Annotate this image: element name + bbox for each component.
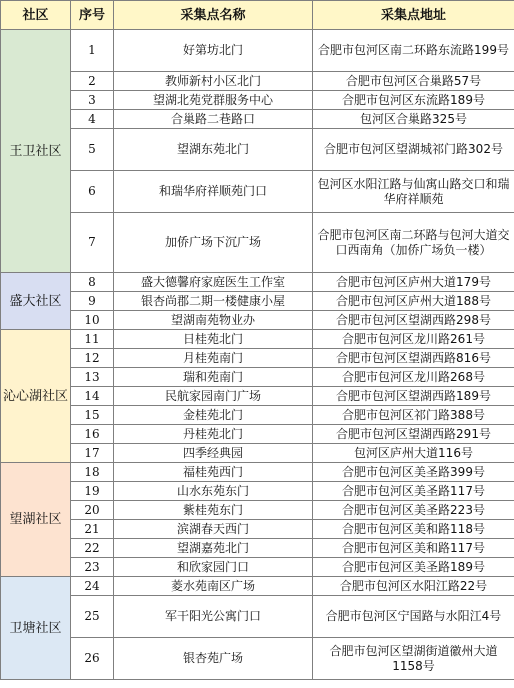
- point-name-cell: 民航家园南门广场: [114, 387, 313, 406]
- table-row: [1, 463, 514, 482]
- point-name-cell: 月桂苑南门: [114, 349, 313, 368]
- point-name-cell: 望湖嘉苑北门: [114, 539, 313, 558]
- seq-cell: 1: [71, 30, 114, 72]
- address-cell: 合肥市包河区南二环路与包河大道交口西南角（加侨广场负一楼）: [313, 213, 514, 273]
- table-row: [1, 292, 514, 311]
- header-address: 采集点地址: [313, 1, 514, 30]
- table-row: [1, 406, 514, 425]
- seq-cell: 13: [71, 368, 114, 387]
- table-row: [1, 425, 514, 444]
- seq-cell: 11: [71, 330, 114, 349]
- address-cell: 合肥市包河区庐州大道188号: [313, 292, 514, 311]
- point-name-cell: 望湖南苑物业办: [114, 311, 313, 330]
- table-row: [1, 482, 514, 501]
- point-name-cell: 福桂苑西门: [114, 463, 313, 482]
- address-cell: 合肥市包河区美圣路117号: [313, 482, 514, 501]
- point-name-cell: 和瑞华府祥顺苑门口: [114, 171, 313, 213]
- table-row: [1, 444, 514, 463]
- seq-cell: 9: [71, 292, 114, 311]
- point-name-cell: 丹桂苑北门: [114, 425, 313, 444]
- address-cell: 合肥市包河区美和路118号: [313, 520, 514, 539]
- point-name-cell: 望湖东苑北门: [114, 129, 313, 171]
- seq-cell: 8: [71, 273, 114, 292]
- point-name-cell: 军干阳光公寓门口: [114, 596, 313, 638]
- address-cell: 合肥市包河区望湖西路298号: [313, 311, 514, 330]
- community-cell: 望湖社区: [1, 463, 71, 577]
- table-row: [1, 213, 514, 273]
- table-row: [1, 273, 514, 292]
- point-name-cell: 好第坊北门: [114, 30, 313, 72]
- address-cell: 包河区合巢路325号: [313, 110, 514, 129]
- address-cell: 合肥市包河区美和路117号: [313, 539, 514, 558]
- table-row: [1, 349, 514, 368]
- point-name-cell: 合巢路二巷路口: [114, 110, 313, 129]
- address-cell: 包河区庐州大道116号: [313, 444, 514, 463]
- community-cell: 沁心湖社区: [1, 330, 71, 463]
- table-row: [1, 520, 514, 539]
- point-name-cell: 山水东苑东门: [114, 482, 313, 501]
- point-name-cell: 教师新村小区北门: [114, 72, 313, 91]
- community-cell: 盛大社区: [1, 273, 71, 330]
- point-name-cell: 和欣家园门口: [114, 558, 313, 577]
- header-name: 采集点名称: [114, 1, 313, 30]
- address-cell: 合肥市包河区龙川路261号: [313, 330, 514, 349]
- header-seq: 序号: [71, 1, 114, 30]
- point-name-cell: 银杏尚郡二期一楼健康小屋: [114, 292, 313, 311]
- seq-cell: 24: [71, 577, 114, 596]
- community-cell: 王卫社区: [1, 30, 71, 273]
- address-cell: 合肥市包河区望湖西路816号: [313, 349, 514, 368]
- table-row: [1, 387, 514, 406]
- header-row: [1, 1, 514, 30]
- seq-cell: 21: [71, 520, 114, 539]
- table-row: [1, 129, 514, 171]
- table-row: [1, 558, 514, 577]
- table-row: [1, 171, 514, 213]
- point-name-cell: 金桂苑北门: [114, 406, 313, 425]
- table-row: [1, 577, 514, 596]
- address-cell: 合肥市包河区龙川路268号: [313, 368, 514, 387]
- table-row: [1, 91, 514, 110]
- address-cell: 合肥市包河区庐州大道179号: [313, 273, 514, 292]
- point-name-cell: 菱水苑南区广场: [114, 577, 313, 596]
- point-name-cell: 瑞和苑南门: [114, 368, 313, 387]
- seq-cell: 6: [71, 171, 114, 213]
- seq-cell: 7: [71, 213, 114, 273]
- table-row: [1, 330, 514, 349]
- address-cell: 合肥市包河区美圣路223号: [313, 501, 514, 520]
- seq-cell: 26: [71, 638, 114, 680]
- seq-cell: 10: [71, 311, 114, 330]
- point-name-cell: 日桂苑北门: [114, 330, 313, 349]
- community-cell: 卫塘社区: [1, 577, 71, 680]
- table-row: [1, 539, 514, 558]
- address-cell: 合肥市包河区南二环路东流路199号: [313, 30, 514, 72]
- point-name-cell: 滨湖春天西门: [114, 520, 313, 539]
- address-cell: 合肥市包河区望湖西路291号: [313, 425, 514, 444]
- seq-cell: 3: [71, 91, 114, 110]
- seq-cell: 5: [71, 129, 114, 171]
- seq-cell: 16: [71, 425, 114, 444]
- address-cell: 合肥市包河区合巢路57号: [313, 72, 514, 91]
- address-cell: 合肥市包河区望湖西路189号: [313, 387, 514, 406]
- table-body: [1, 30, 514, 680]
- address-cell: 包河区水阳江路与仙寓山路交口和瑞华府祥顺苑: [313, 171, 514, 213]
- seq-cell: 19: [71, 482, 114, 501]
- point-name-cell: 四季经典园: [114, 444, 313, 463]
- seq-cell: 22: [71, 539, 114, 558]
- address-cell: 合肥市包河区东流路189号: [313, 91, 514, 110]
- address-cell: 合肥市包河区祁门路388号: [313, 406, 514, 425]
- seq-cell: 12: [71, 349, 114, 368]
- point-name-cell: 加侨广场下沉广场: [114, 213, 313, 273]
- seq-cell: 23: [71, 558, 114, 577]
- table-row: [1, 110, 514, 129]
- point-name-cell: 盛大德馨府家庭医生工作室: [114, 273, 313, 292]
- address-cell: 合肥市包河区美圣路189号: [313, 558, 514, 577]
- address-cell: 合肥市包河区望湖街道徽州大道1158号: [313, 638, 514, 680]
- table-row: [1, 311, 514, 330]
- seq-cell: 4: [71, 110, 114, 129]
- address-cell: 合肥市包河区水阳江路22号: [313, 577, 514, 596]
- seq-cell: 14: [71, 387, 114, 406]
- table-row: [1, 30, 514, 72]
- table-row: [1, 596, 514, 638]
- point-name-cell: 银杏苑广场: [114, 638, 313, 680]
- address-cell: 合肥市包河区美圣路399号: [313, 463, 514, 482]
- seq-cell: 17: [71, 444, 114, 463]
- seq-cell: 20: [71, 501, 114, 520]
- point-name-cell: 紫桂苑东门: [114, 501, 313, 520]
- table-row: [1, 638, 514, 680]
- seq-cell: 25: [71, 596, 114, 638]
- header-community: 社区: [1, 1, 71, 30]
- seq-cell: 2: [71, 72, 114, 91]
- table-row: [1, 368, 514, 387]
- address-cell: 合肥市包河区望湖城祁门路302号: [313, 129, 514, 171]
- point-name-cell: 望湖北苑党群服务中心: [114, 91, 313, 110]
- table-row: [1, 501, 514, 520]
- address-cell: 合肥市包河区宁国路与水阳江4号: [313, 596, 514, 638]
- seq-cell: 18: [71, 463, 114, 482]
- table-row: [1, 72, 514, 91]
- seq-cell: 15: [71, 406, 114, 425]
